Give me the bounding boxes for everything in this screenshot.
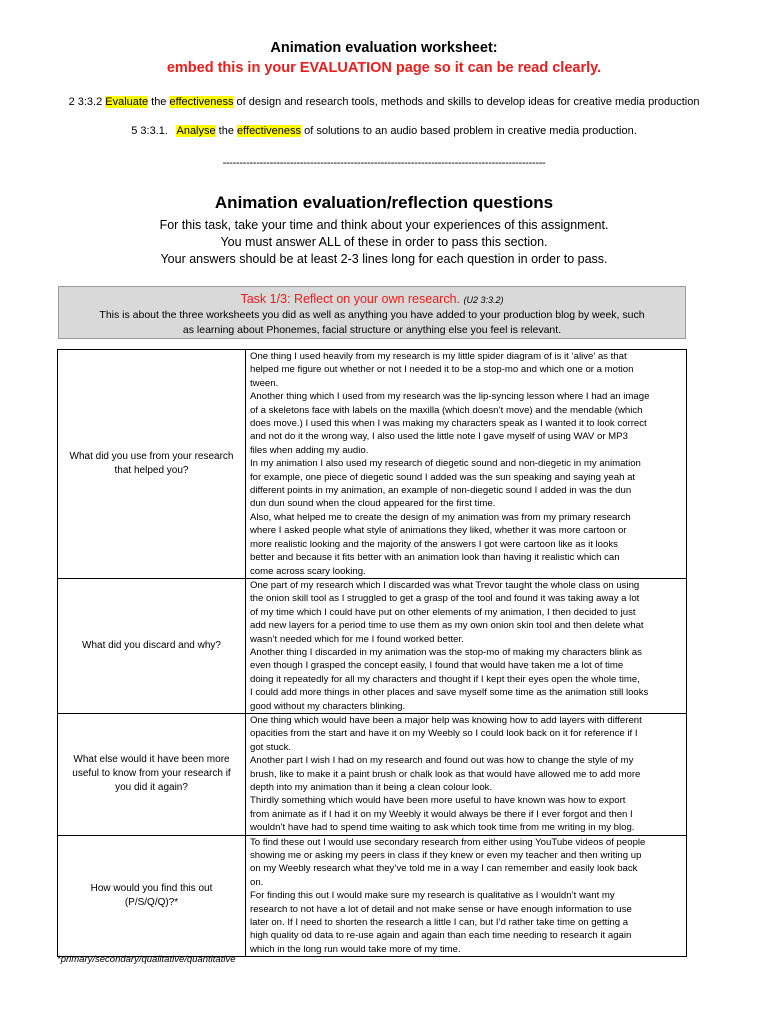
answer-line: later on. If I need to shorten the research a little I can, but I’d rather take time on getting a <box>250 917 629 929</box>
worksheet-title: Animation evaluation worksheet: <box>270 40 498 56</box>
answer-line: on my Weebly research what they’ve told me in a way I can remember and easily look back <box>250 863 638 875</box>
answer-line: got stuck. <box>250 741 292 753</box>
answer-line: One thing I used heavily from my research is my little spider diagram of is it ‘alive’ as that <box>250 351 627 362</box>
answer-line: for example, one piece of diegetic sound I added was the sun speaking and saying yeah at <box>250 471 636 483</box>
answer-line: brush, like to make it a paint brush or chalk look as that would have allowed me to add more <box>250 768 641 780</box>
answer-line: better and because it fits better with an animation look than having it realistic which can <box>250 552 620 564</box>
answer-line: helped me figure out whether or not I needed it to be a stop-mo and which one or a motion <box>250 364 634 376</box>
answer-line: wouldn’t have had to spend time waiting to ask which took time from me writing in my blog. <box>250 822 635 834</box>
answer-line: Also, what helped me to create the design of my animation was from my primary research <box>250 511 631 523</box>
answer-line: For finding this out I would make sure my research is qualitative as I wouldn’t want my <box>250 890 615 902</box>
answer-line: which in the long run would take more of my time. <box>250 943 461 955</box>
answer-line: and not do it the wrong way, I also used the little note I gave myself of using WAV or MP3 <box>250 431 628 443</box>
question-cell: What did you discard and why? <box>58 578 246 713</box>
answer-line: Thirdly something which would have been more useful to have known was how to export <box>250 795 626 807</box>
answer-cell <box>246 713 687 835</box>
highlight-evaluate: Evaluate <box>105 96 149 108</box>
questions-title: Animation evaluation/reflection questions <box>214 193 554 212</box>
answer-cell <box>246 835 687 957</box>
answer-line: of my time which I could have put on other elements of my animation, I then decided to just <box>250 606 636 618</box>
table-row <box>58 713 687 835</box>
answer-line: from animate as if I had it on my Weebly it would always be there if I ever forgot and then I <box>250 808 633 820</box>
table-row <box>58 350 687 579</box>
answer-line: the onion skill tool as I struggled to get a grasp of the tool and found it was taking away a lot <box>250 593 640 605</box>
answer-line: more realistic looking and the majority of the answers I got were cartoon like as it looks <box>250 538 618 550</box>
intro-line: For this task, take your time and think about your experiences of this assignment. <box>159 218 609 232</box>
answer-line: opacities from the start and have it on my Weebly so I could look back on it for reference if I <box>250 728 638 740</box>
intro-text <box>0 217 768 268</box>
intro-line: You must answer ALL of these in order to pass this section. <box>220 235 548 249</box>
intro-line: Your answers should be at least 2-3 lines long for each question in order to pass. <box>160 252 608 266</box>
criterion-1: 2 3:3.2 Evaluate the effectiveness of design and research tools, methods and skills to develop ideas for creative media production <box>68 96 700 108</box>
criterion-2: 5 3:3.1. Analyse the effectiveness of solutions to an audio based problem in creative media production. <box>131 125 637 137</box>
answer-line: come across scary looking. <box>250 565 366 577</box>
answer-line: different points in my animation, an example of non-diegetic sound I added in was the dun <box>250 485 632 497</box>
answer-line: high quality od data to re-use again and again than each time needing to research it again <box>250 930 632 942</box>
answer-line: Another thing I discarded in my animation was the stop-mo of making my characters blink as <box>250 646 642 658</box>
dashed-divider: ------------------------------------------------------------------------------------------------ <box>222 157 546 169</box>
answer-line: on. <box>250 876 264 888</box>
highlight-effectiveness: effectiveness <box>237 125 302 137</box>
task-reference: (U2 3:3.2) <box>463 295 504 305</box>
table-row <box>58 578 687 713</box>
answer-line: research to not have a lot of detail and not make sense or have enough information to use <box>250 903 632 915</box>
answer-line: Another part I wish I had on my research and found out was how to change the style of my <box>250 755 634 767</box>
answer-line: even though I grasped the concept easily, I found that would have taken me a lot of time <box>250 660 624 672</box>
answer-line: does move.) I used this when I was making my characters speak as I wanted it to look correct <box>250 418 647 430</box>
answer-line: add new layers for a period time to use them as my own onion skin tool and then delete what <box>250 620 644 632</box>
answer-line: depth into my animation than it being a clean colour look. <box>250 782 493 793</box>
table-row <box>58 835 687 957</box>
answer-cell <box>246 578 687 713</box>
answer-line: tween. <box>250 377 279 389</box>
answer-line: Another thing which I used from my research was the lip-syncing lesson where I had an image <box>250 391 650 403</box>
task-heading: Task 1/3: Reflect on your own research. (U2 3:3.2) <box>240 292 504 306</box>
footnote: *primary/secondary/qualitative/quantitative <box>57 954 236 965</box>
answer-line: good without my characters blinking. <box>250 700 406 712</box>
answer-line: files when adding my audio. <box>250 444 369 456</box>
answer-line: To find these out I would use secondary research from either using YouTube videos of people <box>250 836 646 848</box>
answer-cell <box>246 350 687 579</box>
task-description: This is about the three worksheets you did as well as anything you have added to your production blog by week, such as learning about Phonemes, facial structure or anything else you feel is relevant. <box>99 309 645 336</box>
answer-line: One thing which would have been a major help was knowing how to add layers with different <box>250 714 642 726</box>
task-box <box>58 286 686 339</box>
answer-line: wasn’t needed which for me I found worked better. <box>250 633 464 645</box>
question-cell: What else would it have been more useful to know from your research if you did it again? <box>58 713 246 835</box>
answer-line: doing it repeatedly for all my characters and thought if I kept their eyes open the whole time, <box>250 673 640 685</box>
highlight-analyse: Analyse <box>176 125 216 137</box>
answer-line: In my animation I also used my research of diegetic sound and non-diegetic in my animation <box>250 458 641 470</box>
highlight-effectiveness: effectiveness <box>169 96 234 108</box>
reflection-table <box>57 349 687 957</box>
worksheet-instruction: embed this in your EVALUATION page so it can be read clearly. <box>166 60 602 76</box>
question-cell: What did you use from your research that helped you? <box>58 350 246 579</box>
answer-line: I could add more things in other places and save myself some time as the animation still looks <box>250 687 649 699</box>
answer-line: One part of my research which I discarded was what Trevor taught the whole class on using <box>250 579 640 591</box>
answer-line: of a skeletons face with labels on the maxilla (which doesn’t move) and the mendable (which <box>250 404 643 416</box>
answer-line: dun dun sound when the cloud appeared for the first time. <box>250 498 496 510</box>
answer-line: where I asked people what style of animations they liked, whether it was more cartoon or <box>250 525 627 537</box>
question-cell: How would you find this out (P/S/Q/Q)?* <box>58 835 246 957</box>
answer-line: showing me or asking my peers in class if they knew or even my teacher and then writing up <box>250 850 642 862</box>
